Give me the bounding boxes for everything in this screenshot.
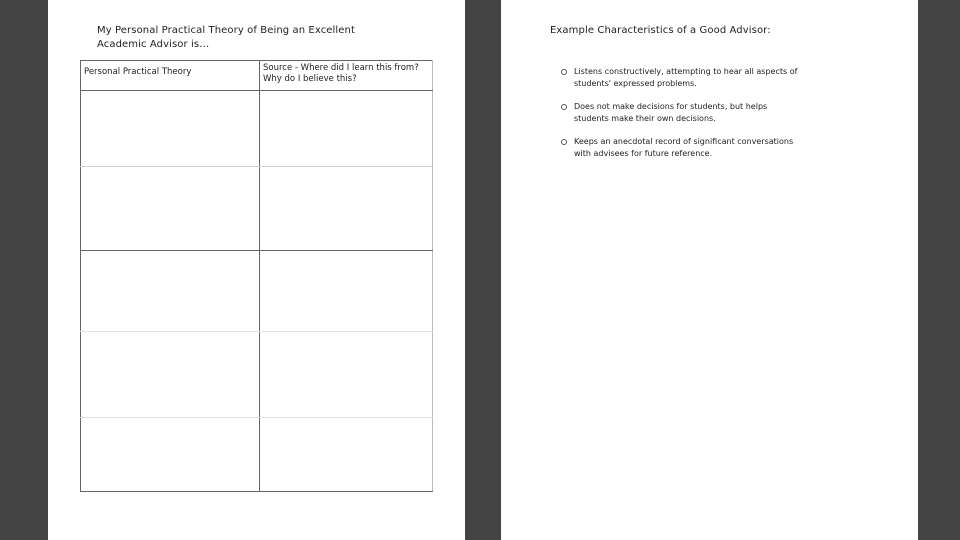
worksheet-page-right: [501, 0, 918, 540]
column-header-source: Source - Where did I learn this from? Why do I believe this?: [260, 61, 433, 91]
theory-cell[interactable]: [81, 332, 260, 418]
theory-cell[interactable]: [81, 91, 260, 167]
worksheet-page-left: [48, 0, 465, 540]
list-item-line: with advisees for future reference.: [574, 148, 713, 158]
circle-bullet-icon: [561, 104, 567, 110]
source-cell[interactable]: [260, 167, 433, 251]
source-cell[interactable]: [260, 91, 433, 167]
list-item-line: Does not make decisions for students, but helps: [574, 102, 768, 111]
table-row: [81, 91, 433, 167]
table-header-row: [81, 61, 433, 91]
table-row: [81, 251, 433, 332]
list-item: [553, 136, 883, 159]
table-row: [81, 332, 433, 418]
list-item-line: students' expressed problems.: [574, 78, 697, 88]
source-cell[interactable]: [260, 332, 433, 418]
source-cell[interactable]: [260, 418, 433, 492]
characteristics-title: Example Characteristics of a Good Advisor:: [550, 25, 771, 36]
table-row: [81, 418, 433, 492]
list-item: [553, 66, 883, 89]
circle-bullet-icon: [561, 139, 567, 145]
list-item-line: Keeps an anecdotal record of significant conversations: [574, 137, 794, 146]
theory-cell[interactable]: [81, 167, 260, 251]
list-item: [553, 101, 883, 124]
table-row: [81, 167, 433, 251]
column-header-theory: Personal Practical Theory: [81, 61, 260, 91]
worksheet-title: [97, 24, 417, 52]
worksheet-title-line-1: My Personal Practical Theory of Being an Excellent: [97, 25, 356, 36]
worksheet-title-line-2: Academic Advisor is…: [97, 39, 210, 50]
theory-table: [80, 60, 433, 492]
theory-cell[interactable]: [81, 251, 260, 332]
theory-cell[interactable]: [81, 418, 260, 492]
characteristics-list: [553, 66, 883, 171]
list-item-line: Listens constructively, attempting to hear all aspects of: [574, 67, 798, 76]
list-item-line: students make their own decisions.: [574, 113, 716, 123]
circle-bullet-icon: [561, 69, 567, 75]
source-cell[interactable]: [260, 251, 433, 332]
